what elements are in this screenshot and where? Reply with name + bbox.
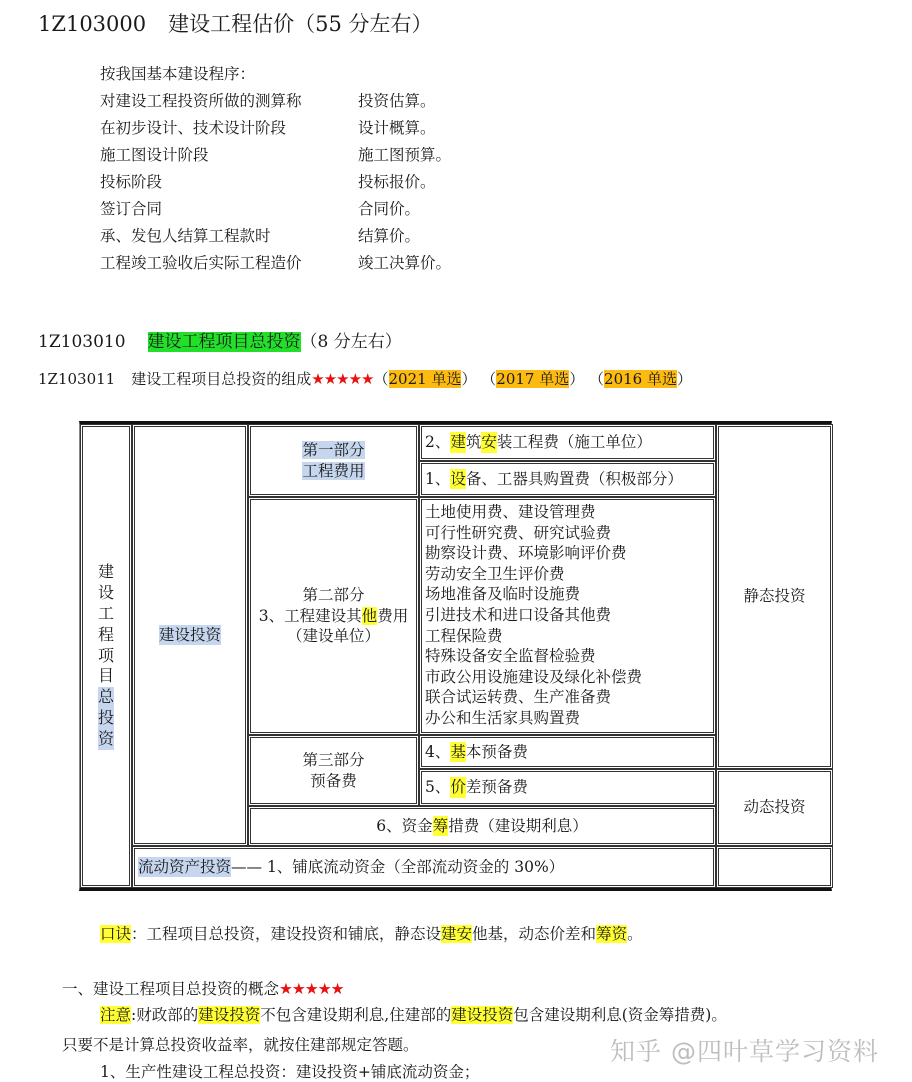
section-heading-estimation — [38, 8, 433, 38]
cell-empty — [716, 846, 833, 888]
cell-item4: 4、 基 本预备费 — [419, 735, 716, 769]
cell-other-costs-list: 土地使用费、建设管理费 可行性研究费、研究试验费 勘察设计费、环境影响评价费 劳动安全卫生评价费 场地准备及临时设施费 引进技术和进口设备其他费 工程保险费 特殊设备安全监督检验费 市政公用设施建设及绿化补偿费 联合试运转费、生产准备费 办公和生活家具购置费 — [419, 497, 716, 735]
heading-title: 建设工程估价（55 分左右） — [168, 12, 433, 36]
note: 注意:财政部的建设投资不包含建设期利息,住建部的建设投资包含建设期利息(资金筹措费)。 — [100, 1006, 727, 1024]
note-continuation: 只要不是计算总投资收益率，就按住建部规定答题。 — [62, 1036, 419, 1054]
cell-total-investment: 建 设 工 程 项 目 总 投 资 — [80, 424, 132, 888]
cell-static-investment: 静态投资 — [716, 424, 833, 769]
exam-tag: 2017 单选 — [496, 370, 570, 388]
section-heading-concept: 一、建设工程项目总投资的概念★★★★★ — [62, 980, 344, 998]
productive-investment-item: 1、生产性建设工程总投资：建设投资+铺底流动资金； — [100, 1063, 480, 1081]
heading-code: 1Z103000 — [38, 12, 147, 36]
heading-code: 1Z103010 — [38, 332, 126, 352]
cell-part1: 第一部分 工程费用 — [248, 424, 419, 497]
heading-title-highlight: 建设工程项目总投资 — [147, 332, 301, 352]
subsection-heading-composition: 1Z103011 建设工程项目总投资的组成★★★★★（2021 单选） （2017 单选） （2016 单选） — [38, 370, 693, 388]
mnemonic: 口诀：工程项目总投资，建设投资和铺底，静态设建安他基，动态价差和筹资。 — [100, 925, 643, 943]
heading-code: 1Z103011 — [38, 370, 116, 388]
note-label: 注意 — [100, 1006, 132, 1024]
cell-item2: 2、 建 筑 安 装工程费（施工单位） — [419, 424, 716, 461]
heading-title: 建设工程项目总投资的组成 — [131, 370, 312, 388]
heading-suffix: （8 分左右） — [300, 332, 402, 352]
cell-item1: 1、 设 备、工器具购置费（积极部分） — [419, 461, 716, 497]
intro-lead: 按我国基本建设程序： — [100, 65, 256, 83]
mnemonic-label: 口诀 — [100, 925, 132, 943]
investment-composition-table — [79, 421, 832, 891]
cell-working-capital: 流动资产投资 —— 1、铺底流动资金（全部流动资金的 30%） — [132, 846, 716, 888]
exam-tag: 2021 单选 — [388, 370, 462, 388]
cell-part2: 第二部分 3、工程建设其他费用 （建设单位） — [248, 497, 419, 735]
importance-stars: ★★★★★ — [279, 980, 344, 998]
watermark: 知乎 @四叶草学习资料 — [610, 1037, 879, 1066]
cell-item6: 6、资金 筹 措费（建设期利息） — [248, 806, 716, 846]
cell-construction-investment: 建设投资 — [132, 424, 248, 846]
section-heading-total-investment — [38, 327, 402, 352]
cell-item5: 5、 价 差预备费 — [419, 769, 716, 806]
importance-stars: ★★★★★ — [311, 370, 374, 388]
cell-dynamic-investment: 动态投资 — [716, 769, 833, 846]
exam-tag: 2016 单选 — [604, 370, 677, 388]
cell-part3: 第三部分 预备费 — [248, 735, 419, 806]
